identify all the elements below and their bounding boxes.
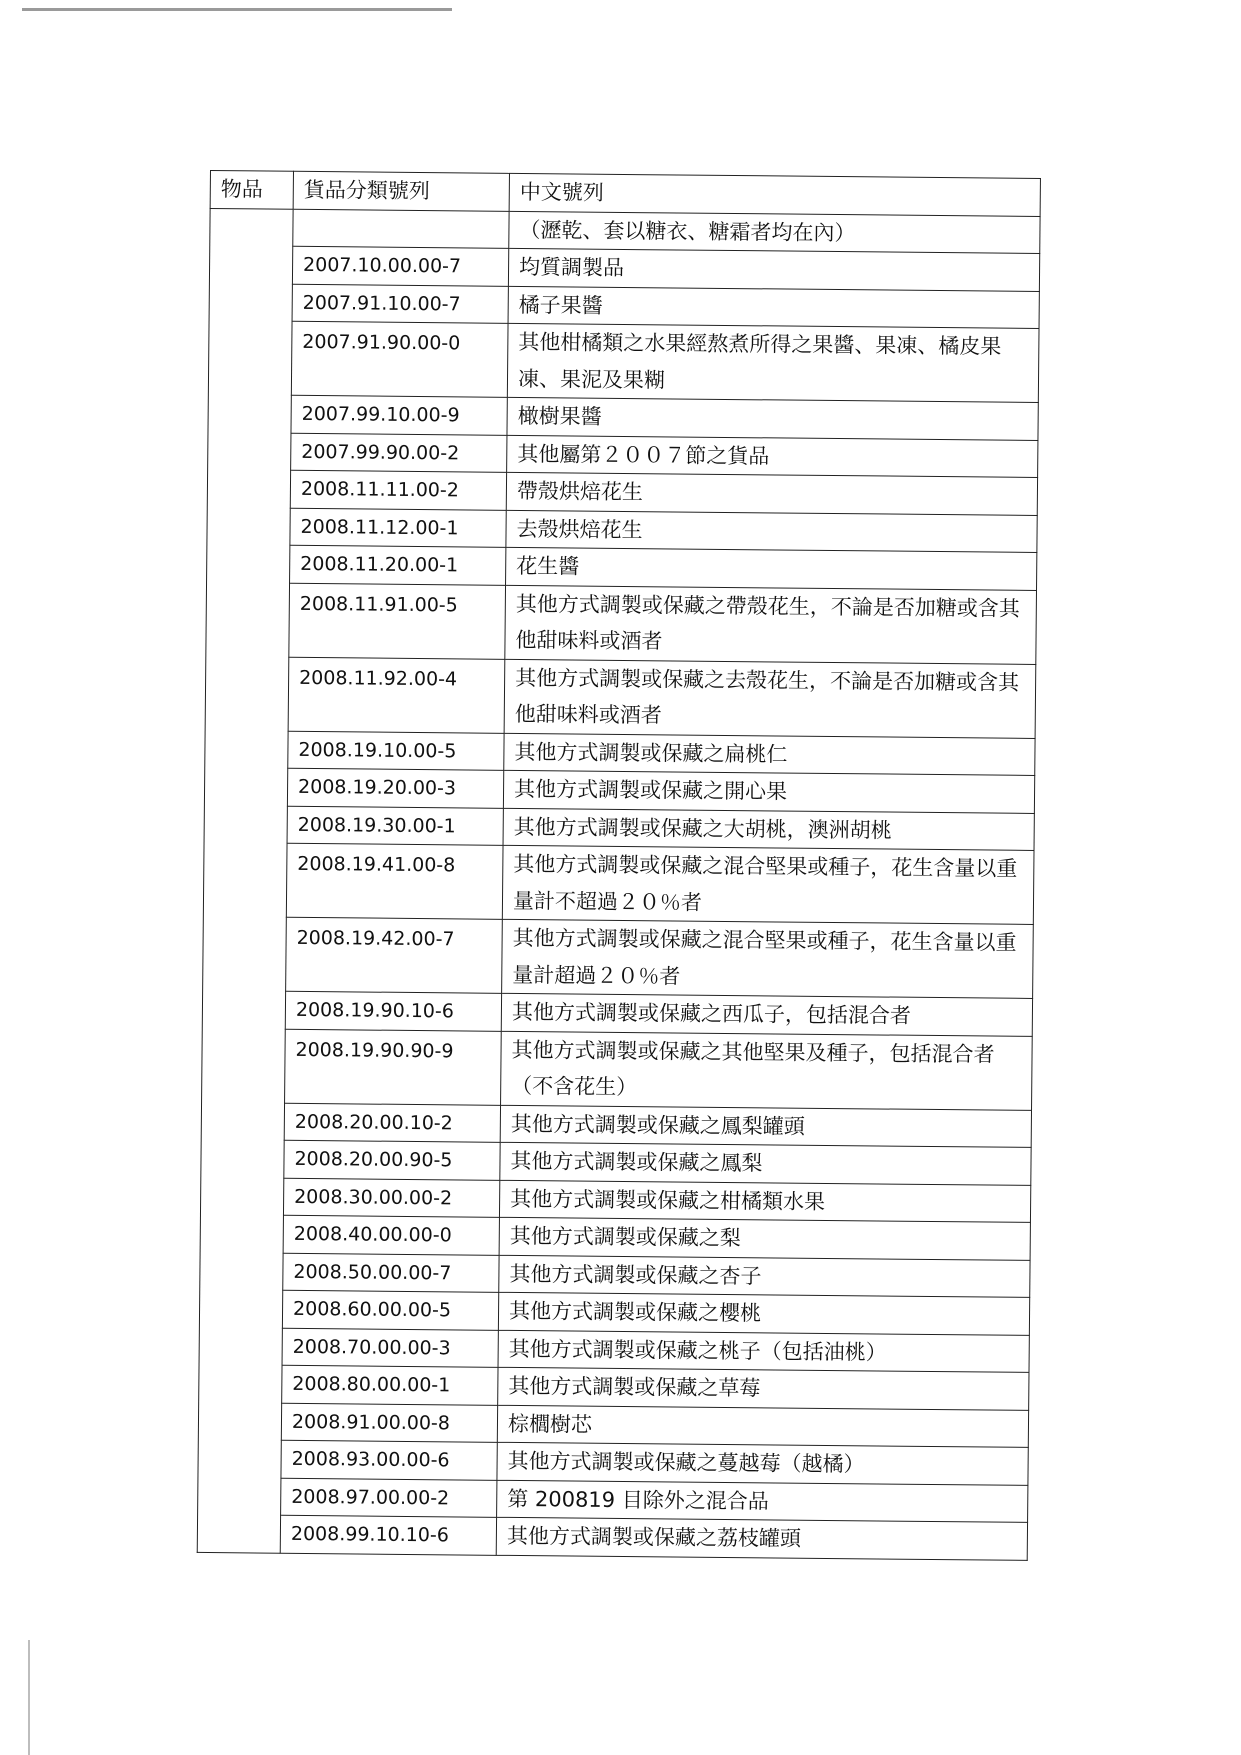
- code-cell: 2008.99.10.10-6: [280, 1515, 496, 1555]
- header-item: 物品: [210, 171, 293, 209]
- code-cell: 2008.19.42.00-7: [286, 917, 503, 993]
- description-cell: 其他方式調製或保藏之大胡桃，澳洲胡桃: [503, 808, 1034, 851]
- description-cell: 花生醬: [506, 547, 1037, 590]
- code-cell: 2008.91.00.00-8: [281, 1403, 497, 1443]
- table-row: [208, 320, 1039, 402]
- description-cell: 其他方式調製或保藏之桃子（包括油桃）: [498, 1330, 1029, 1373]
- table-row: [203, 916, 1034, 998]
- code-cell: 2008.11.91.00-5: [289, 583, 506, 659]
- description-cell: 其他方式調製或保藏之扁桃仁: [504, 733, 1035, 776]
- scan-artifact-edge: [28, 1640, 30, 1755]
- code-cell: 2008.19.30.00-1: [287, 806, 503, 846]
- code-cell: 2008.80.00.00-1: [282, 1365, 498, 1405]
- table-row: [203, 842, 1034, 924]
- code-cell: 2008.19.41.00-8: [286, 843, 503, 919]
- code-cell: 2008.19.20.00-3: [287, 768, 503, 808]
- table-body: [197, 208, 1040, 1560]
- description-cell: 其他方式調製或保藏之西瓜子，包括混合者: [501, 993, 1032, 1036]
- description-cell: 其他方式調製或保藏之草莓: [498, 1367, 1029, 1410]
- code-cell: 2008.20.00.10-2: [284, 1103, 500, 1143]
- code-cell: [293, 209, 509, 249]
- description-cell: 其他方式調製或保藏之帶殼花生，不論是否加糖或含其他甜味料或酒者: [505, 585, 1037, 664]
- table-row: [202, 1028, 1033, 1110]
- code-cell: 2007.91.90.00-0: [291, 321, 508, 397]
- description-cell: 橄樹果醬: [507, 397, 1038, 440]
- code-cell: 2008.11.20.00-1: [290, 545, 506, 585]
- code-cell: 2007.99.90.00-2: [291, 433, 507, 473]
- code-cell: 2008.93.00.00-6: [281, 1440, 497, 1480]
- scan-artifact-line: [22, 8, 452, 11]
- description-cell: 棕櫚樹芯: [497, 1405, 1028, 1448]
- code-cell: 2008.70.00.00-3: [282, 1328, 498, 1368]
- table-row: [206, 582, 1037, 664]
- description-cell: 帶殼烘焙花生: [506, 472, 1037, 515]
- description-cell: 其他方式調製或保藏之去殼花生，不論是否加糖或含其他甜味料或酒者: [504, 659, 1036, 738]
- code-cell: 2008.60.00.00-5: [282, 1290, 498, 1330]
- description-cell: 其他方式調製或保藏之開心果: [503, 770, 1034, 813]
- header-desc: 中文號列: [509, 173, 1040, 216]
- description-cell: 其他方式調製或保藏之蔓越莓（越橘）: [497, 1442, 1028, 1485]
- item-cell: [197, 208, 293, 1553]
- description-cell: 其他方式調製或保藏之其他堅果及種子，包括混合者（不含花生）: [501, 1031, 1033, 1110]
- code-cell: 2008.97.00.00-2: [281, 1478, 497, 1518]
- code-cell: 2008.11.92.00-4: [288, 657, 505, 733]
- tariff-code-table: [197, 170, 1041, 1560]
- code-cell: 2008.20.00.90-5: [284, 1140, 500, 1180]
- description-cell: 均質調製品: [508, 248, 1039, 291]
- tariff-table-container: [197, 170, 1040, 1560]
- description-cell: 第 200819 目除外之混合品: [497, 1480, 1028, 1523]
- table-row: [205, 656, 1036, 738]
- description-cell: 其他屬第２００７節之貨品: [507, 435, 1038, 478]
- code-cell: 2008.30.00.00-2: [283, 1178, 499, 1218]
- description-cell: 其他方式調製或保藏之混合堅果或種子，花生含量以重量計超過２０％者: [502, 919, 1034, 998]
- table-row: [197, 1514, 1027, 1559]
- description-cell: 其他方式調製或保藏之混合堅果或種子，花生含量以重量計不超過２０％者: [502, 845, 1034, 924]
- code-cell: 2008.40.00.00-0: [283, 1215, 499, 1255]
- code-cell: 2007.10.00.00-7: [292, 246, 508, 286]
- code-cell: 2008.19.90.10-6: [285, 991, 501, 1031]
- header-code: 貨品分類號列: [293, 171, 509, 211]
- description-cell: 其他方式調製或保藏之梨: [499, 1217, 1030, 1260]
- description-cell: 去殼烘焙花生: [506, 510, 1037, 553]
- code-cell: 2008.19.90.90-9: [285, 1029, 502, 1105]
- code-cell: 2007.91.10.00-7: [292, 284, 508, 324]
- description-cell: （瀝乾、套以糖衣、糖霜者均在內）: [509, 211, 1040, 254]
- description-cell: 其他方式調製或保藏之鳳梨: [500, 1142, 1031, 1185]
- code-cell: 2008.11.12.00-1: [290, 508, 506, 548]
- description-cell: 其他方式調製或保藏之柑橘類水果: [499, 1180, 1030, 1223]
- code-cell: 2008.50.00.00-7: [283, 1253, 499, 1293]
- description-cell: 橘子果醬: [508, 286, 1039, 329]
- description-cell: 其他方式調製或保藏之鳳梨罐頭: [500, 1105, 1031, 1148]
- code-cell: 2007.99.10.00-9: [291, 395, 507, 435]
- description-cell: 其他方式調製或保藏之櫻桃: [498, 1292, 1029, 1335]
- code-cell: 2008.11.11.00-2: [290, 470, 506, 510]
- description-cell: 其他柑橘類之水果經熬煮所得之果醬、果凍、橘皮果凍、果泥及果糊: [507, 323, 1039, 402]
- code-cell: 2008.19.10.00-5: [288, 731, 504, 771]
- description-cell: 其他方式調製或保藏之杏子: [499, 1255, 1030, 1298]
- description-cell: 其他方式調製或保藏之荔枝罐頭: [496, 1517, 1027, 1560]
